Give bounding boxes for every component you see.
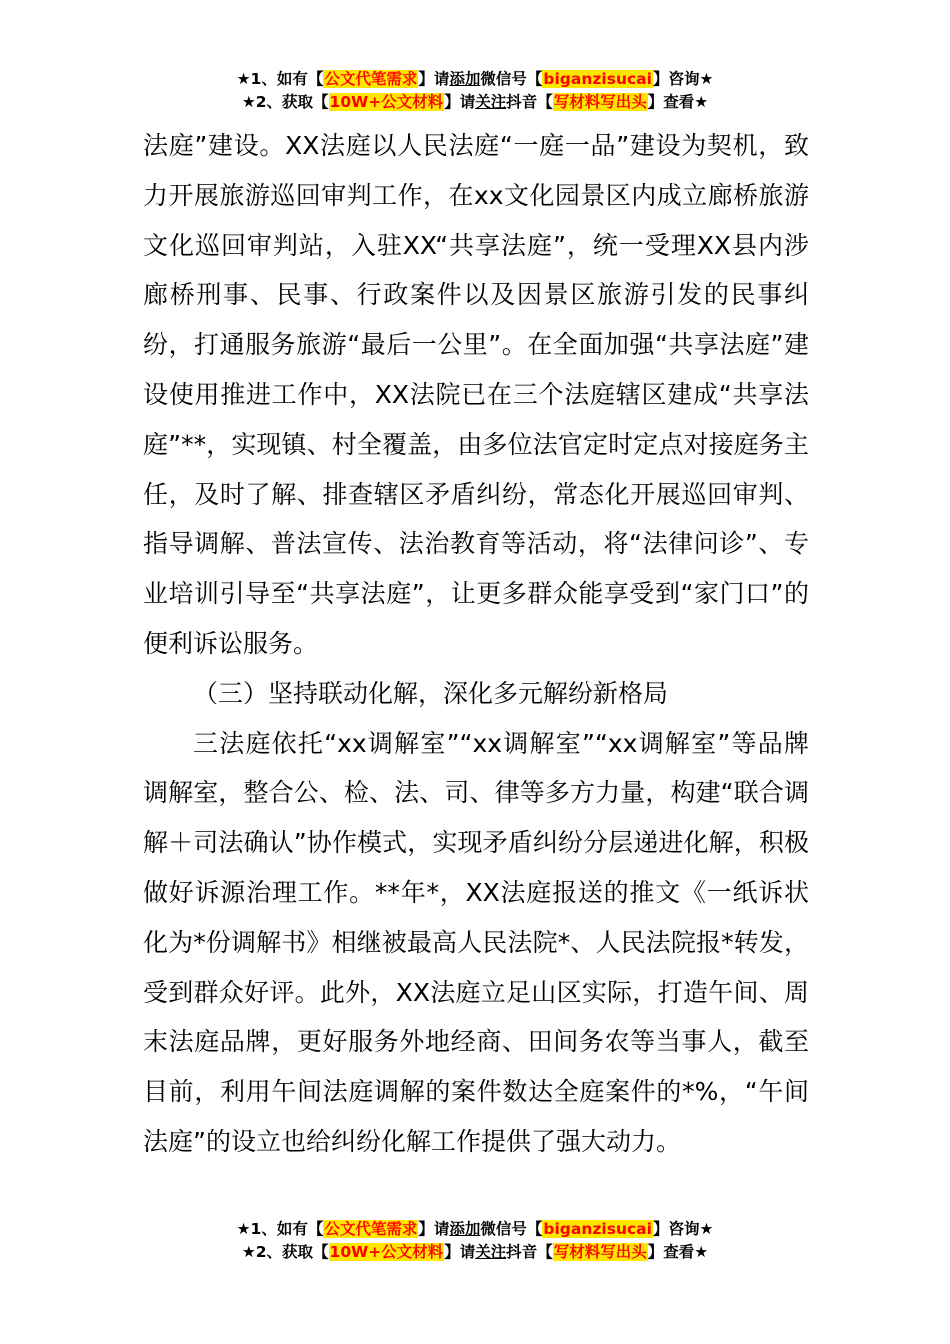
footer-banner xyxy=(0,1218,950,1264)
banner-text: 】请 xyxy=(418,70,450,88)
banner-text: 】咨询★ xyxy=(652,70,714,88)
banner-highlight: 公文代笔需求 xyxy=(324,1220,418,1238)
banner-text: ★1、如有【 xyxy=(236,1220,324,1238)
header-banner xyxy=(0,68,950,114)
banner-text: 微信号【 xyxy=(480,70,543,88)
banner-text: 】查看★ xyxy=(647,1243,709,1261)
banner-text: 】咨询★ xyxy=(652,1220,714,1238)
banner-text: ★1、如有【 xyxy=(236,70,324,88)
banner-line-2 xyxy=(0,1241,950,1264)
banner-highlight: biganzisucai xyxy=(543,1220,652,1238)
banner-highlight: 10W+公文材料 xyxy=(329,93,444,111)
paragraph-2: 三法庭依托“xx调解室”“xx调解室”“xx调解室”等品牌调解室，整合公、检、法、司、律等多方力量，构建“联合调解＋司法确认”协作模式，实现矛盾纠纷分层递进化解，积极做好诉源治理工作。**年*，XX法庭报送的推文《一纸诉状化为*份调解书》相继被最高人民法院*、人民法院报*转发，受到群众好评。此外，XX法庭立足山区实际，打造午间、周末法庭品牌，更好服务外地经商、田间务农等当事人，截至目前，利用午间法庭调解的案件数达全庭案件的*%，“午间法庭”的设立也给纠纷化解工作提供了强大动力。 xyxy=(143,728,809,1156)
banner-line-2 xyxy=(0,91,950,114)
banner-highlight: biganzisucai xyxy=(543,70,652,88)
banner-underline: 关注 xyxy=(475,1243,507,1261)
banner-highlight: 公文代笔需求 xyxy=(324,70,418,88)
banner-underline: 添加 xyxy=(449,1220,481,1238)
banner-line-1 xyxy=(0,1218,950,1241)
banner-line-1 xyxy=(0,68,950,91)
banner-highlight: 10W+公文材料 xyxy=(329,1243,444,1261)
banner-text: 抖音【 xyxy=(506,93,553,111)
banner-text: 抖音【 xyxy=(506,1243,553,1261)
banner-highlight: 写材料写出头 xyxy=(553,93,647,111)
banner-text: 】请 xyxy=(444,1243,476,1261)
document-body xyxy=(143,121,809,1167)
paragraph-1: 法庭”建设。XX法庭以人民法庭“一庭一品”建设为契机，致力开展旅游巡回审判工作，在xx文化园景区内成立廊桥旅游文化巡回审判站，入驻XX“共享法庭”，统一受理XX县内涉廊桥刑事、民事、行政案件以及因景区旅游引发的民事纠纷，打通服务旅游“最后一公里”。在全面加强“共享法庭”建设使用推进工作中，XX法院已在三个法庭辖区建成“共享法庭”**，实现镇、村全覆盖，由多位法官定时定点对接庭务主任，及时了解、排查辖区矛盾纠纷，常态化开展巡回审判、指导调解、普法宣传、法治教育等活动，将“法律问诊”、专业培训引导至“共享法庭”，让更多群众能享受到“家门口”的便利诉讼服务。 xyxy=(143,131,809,658)
banner-underline: 添加 xyxy=(449,70,481,88)
banner-text: ★2、获取【 xyxy=(241,93,329,111)
banner-underline: 关注 xyxy=(475,93,507,111)
banner-highlight: 写材料写出头 xyxy=(553,1243,647,1261)
banner-text: 微信号【 xyxy=(480,1220,543,1238)
banner-text: 】请 xyxy=(418,1220,450,1238)
section-heading: （三）坚持联动化解，深化多元解纷新格局 xyxy=(193,678,669,708)
banner-text: ★2、获取【 xyxy=(241,1243,329,1261)
banner-text: 】请 xyxy=(444,93,476,111)
banner-text: 】查看★ xyxy=(647,93,709,111)
